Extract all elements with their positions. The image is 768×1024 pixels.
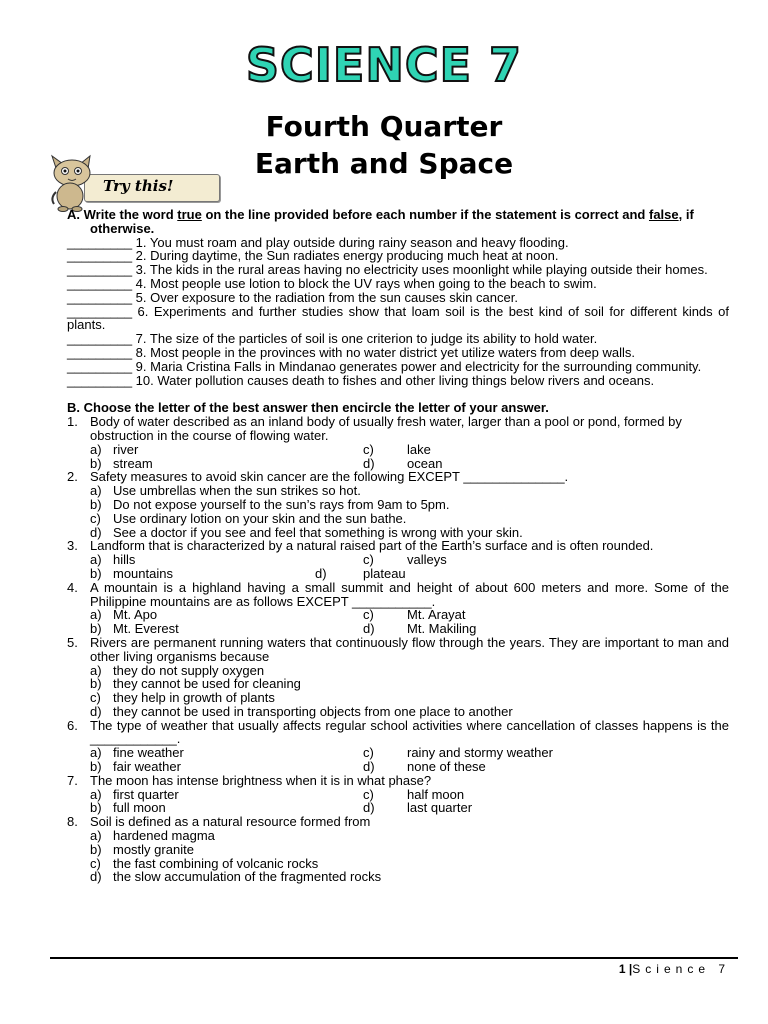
q8-option: a) hardened magma [90,828,215,844]
q2-option: d) See a doctor if you see and feel that something is wrong with your skin. [90,524,523,540]
q5-option: c) they help in growth of plants [90,690,275,706]
q7-choices-ac: a) first quarter c) half moon [90,786,465,802]
subtitle-quarter: Fourth Quarter [265,110,503,143]
footer-divider [50,957,738,959]
q8-option: d) the slow accumulation of the fragmented rocks [90,869,382,885]
q3-choices-ac: a) hills c) valleys [90,552,447,568]
cat-mascot-icon [46,154,98,212]
part-a-item: _________ 7. The size of the particles of soil is one criterion to judge its ability to hold water. [67,331,598,347]
part-a-item: _________ 3. The kids in the rural areas having no electricity uses moonlight while playing outside their homes. [67,262,708,278]
part-a-item: _________ 10. Water pollution causes death to fishes and other living things below rivers and oceans. [67,372,655,388]
q2-option: b) Do not expose yourself to the sun’s rays from 9am to 5pm. [90,496,450,512]
title-text: SCIENCE 7 [245,38,523,92]
part-a-item: _________ 9. Maria Cristina Falls in Mindanao generates power and electricity for the surrounding community. [67,358,702,374]
question-7: 7. The moon has intense brightness when it is in what phase? [67,772,432,788]
footer-label: Science 7 [632,962,730,976]
q2-option: c) Use ordinary lotion on your skin and the sun bathe. [90,510,407,526]
q1-choices-bd: b) stream d) ocean [90,455,443,471]
worksheet-content [67,208,729,884]
part-a-item: _________ 1. You must roam and play outside during rainy season and heavy flooding. [67,234,569,250]
question-4: 4. A mountain is a highland having a small summit and height of about 600 meters and more. Some of the Philippine mountains are as follows EXCEPT ___________. [67,579,729,609]
question-3: 3. Landform that is characterized by a natural raised part of the Earth’s surface and is often rounded. [67,538,654,554]
part-b-heading: B. Choose the letter of the best answer then encircle the letter of your answer. [67,400,549,416]
q4-choices-bd: b) Mt. Everest d) Mt. Makiling [90,621,477,637]
page-number: 1 | [618,962,633,976]
page-footer [619,962,730,976]
q3-choices-bd: b) mountains d) plateau [90,565,406,581]
subtitle-topic: Earth and Space [254,147,514,180]
part-a-item: _________ 5. Over exposure to the radiation from the sun causes skin cancer. [67,289,518,305]
q6-choices-ac: a) fine weather c) rainy and stormy weather [90,745,553,761]
q5-option: d) they cannot be used in transporting objects from one place to another [90,703,513,719]
question-8: 8. Soil is defined as a natural resource formed from [67,814,371,830]
part-a-item: _________ 6. Experiments and further studies show that loam soil is the best kind of soil for different kinds of plants. [67,303,729,333]
badge-tag [84,174,220,202]
q2-option: a) Use umbrellas when the sun strikes so hot. [90,483,361,499]
q6-choices-bd: b) fair weather d) none of these [90,759,486,775]
try-this-badge [46,154,176,212]
q8-option: b) mostly granite [90,841,194,857]
part-a-item: _________ 2. During daytime, the Sun radiates energy producing much heat at noon. [67,248,559,264]
q1-choices-ac: a) river c) lake [90,441,431,457]
q8-option: c) the fast combining of volcanic rocks [90,855,319,871]
question-6: 6. The type of weather that usually affects regular school activities where cancellation of classes happens is the ____________. [67,717,729,747]
page-title [0,38,768,92]
badge-label: Try this! [103,177,174,195]
q5-option: a) they do not supply oxygen [90,662,265,678]
question-1: 1. Body of water described as an inland body of usually fresh water, larger than a pool or pond, formed by obstruction in the course of flowing water. [67,414,682,443]
part-a-item: _________ 8. Most people in the provinces with no water district yet utilize waters from deep walls. [67,344,635,360]
question-5: 5. Rivers are permanent running waters that continuously flow through the years. They are important to man and other living organisms because [67,634,729,664]
q7-choices-bd: b) full moon d) last quarter [90,800,473,816]
question-2: 2. Safety measures to avoid skin cancer are the following EXCEPT ______________. [67,469,569,485]
part-a-item: _________ 4. Most people use lotion to block the UV rays when going to the beach to swim. [67,275,597,291]
part-a-heading: A. Write the word true on the line provided before each number if the statement is correct and false, if otherwise. [67,207,694,236]
q4-choices-ac: a) Mt. Apo c) Mt. Arayat [90,607,466,623]
q5-option: b) they cannot be used for cleaning [90,676,301,692]
